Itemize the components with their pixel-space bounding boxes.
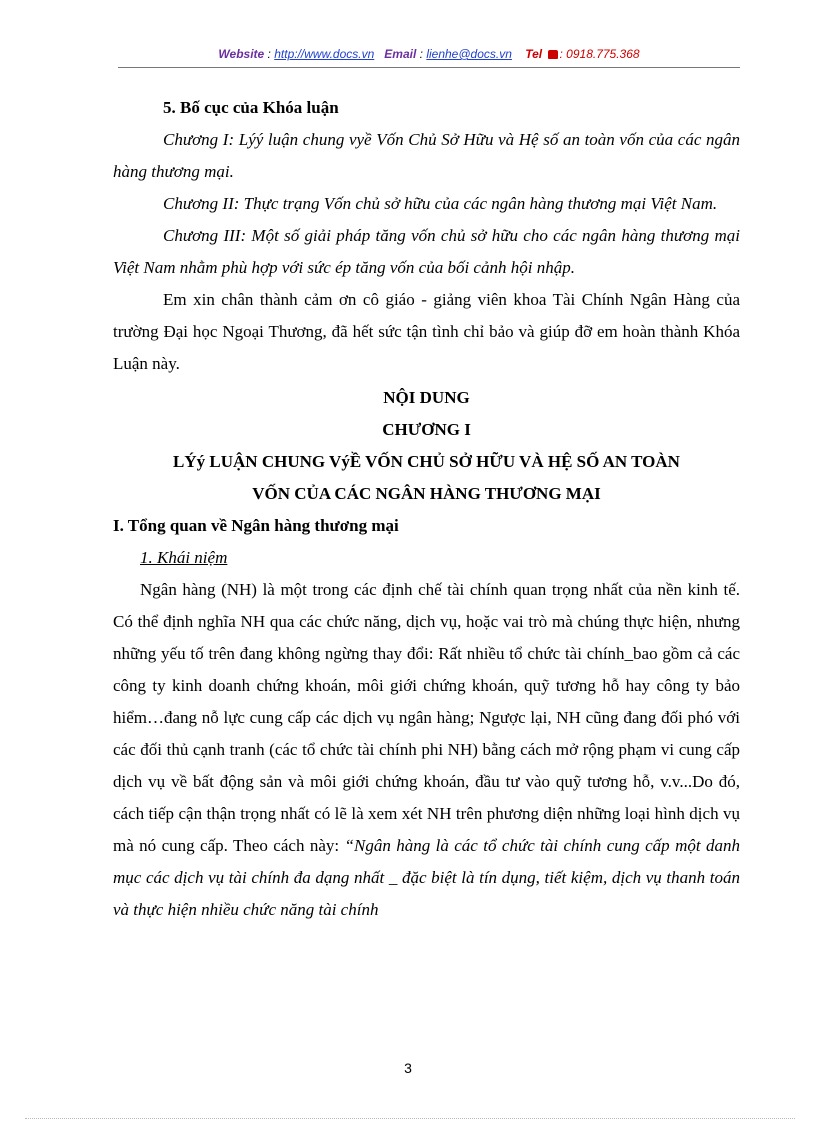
chapter-heading xyxy=(113,382,740,510)
content-heading: NỘI DUNG xyxy=(383,388,470,407)
email-link[interactable]: lienhe@docs.vn xyxy=(426,47,512,61)
website-separator: : xyxy=(264,47,275,61)
tel-label: Tel xyxy=(525,47,543,61)
page-number: 3 xyxy=(404,1060,412,1076)
chapter-2-summary: Chương II: Thực trạng Vốn chủ sở hữu của các ngân hàng thương mại Việt Nam. xyxy=(163,194,718,213)
chapter-title-line-1: LÝý LUẬN CHUNG VýỀ VỐN CHỦ SỞ HỮU VÀ HỆ SỐ AN TOÀN xyxy=(173,452,680,471)
definition-quote: “Ngân hàng là các tổ chức tài chính cung cấp một danh mục các dịch vụ tài chính đa dạng nhất _ đặc biệt là tín dụng, tiết kiệm, dịch vụ thanh toán và thực hiện nhiều chức năng tài chính xyxy=(113,836,740,919)
header-divider xyxy=(118,67,740,68)
page-bottom-border xyxy=(25,1118,795,1119)
definition-text: Ngân hàng (NH) là một trong các định chế tài chính quan trọng nhất của nền kinh tế. Có thể định nghĩa NH qua các chức năng, dịch vụ, hoặc vai trò mà chúng thực hiện, nhưng những yếu tố trên đang không ngừng thay đổi: Rất nhiều tổ chức tài chính_bao gồm cả các công ty kinh doanh chứng khoán, môi giới chứng khoán, quỹ tương hỗ hay công ty bảo hiểm…đang nỗ lực cung cấp các dịch vụ ngân hàng; Ngược lại, NH cũng đang đối phó với các đối thủ cạnh tranh (các tổ chức tài chính phi NH) bằng cách mở rộng phạm vi cung cấp dịch vụ về bất động sản và môi giới chứng khoán, đầu tư vào quỹ tương hỗ, v.v...Do đó, cách tiếp cận thận trọng nhất có lẽ là xem xét NH trên phương diện những loại hình dịch vụ mà nó cung cấp. Theo cách này: xyxy=(113,580,740,855)
chapter-title-line-2: VỐN CỦA CÁC NGÂN HÀNG THƯƠNG MẠI xyxy=(252,484,601,503)
document-body xyxy=(113,92,740,926)
subsection-1-label: 1. Khái niệm xyxy=(140,548,228,567)
website-label: Website xyxy=(218,47,265,61)
chapter-1-summary: Chương I: Lýý luận chung vyề Vốn Chủ Sở Hữu và Hệ số an toàn vốn của các ngân hàng thương mại. xyxy=(113,130,740,181)
acknowledgement-paragraph: Em xin chân thành cảm ơn cô giáo - giảng viên khoa Tài Chính Ngân Hàng của trường Đại học Ngoại Thương, đã hết sức tận tình chỉ bảo và giúp đỡ em hoàn thành Khóa Luận này. xyxy=(113,290,740,373)
chapter-number: CHƯƠNG I xyxy=(382,420,471,439)
section-1-title: I. Tổng quan về Ngân hàng thương mại xyxy=(113,516,399,535)
section-5-title: 5. Bố cục của Khóa luận xyxy=(163,98,339,117)
phone-icon xyxy=(548,50,558,59)
tel-value: : 0918.775.368 xyxy=(559,47,640,61)
definition-paragraph xyxy=(113,574,740,926)
email-label: Email xyxy=(384,47,417,61)
subsection-1-title xyxy=(113,542,740,574)
email-separator: : xyxy=(416,47,427,61)
page-header xyxy=(118,47,740,61)
website-link[interactable]: http://www.docs.vn xyxy=(274,47,375,61)
chapter-3-summary: Chương III: Một số giải pháp tăng vốn chủ sở hữu cho các ngân hàng thương mại Việt Nam nhằm phù hợp với sức ép tăng vốn của bối cảnh hội nhập. xyxy=(113,226,740,277)
